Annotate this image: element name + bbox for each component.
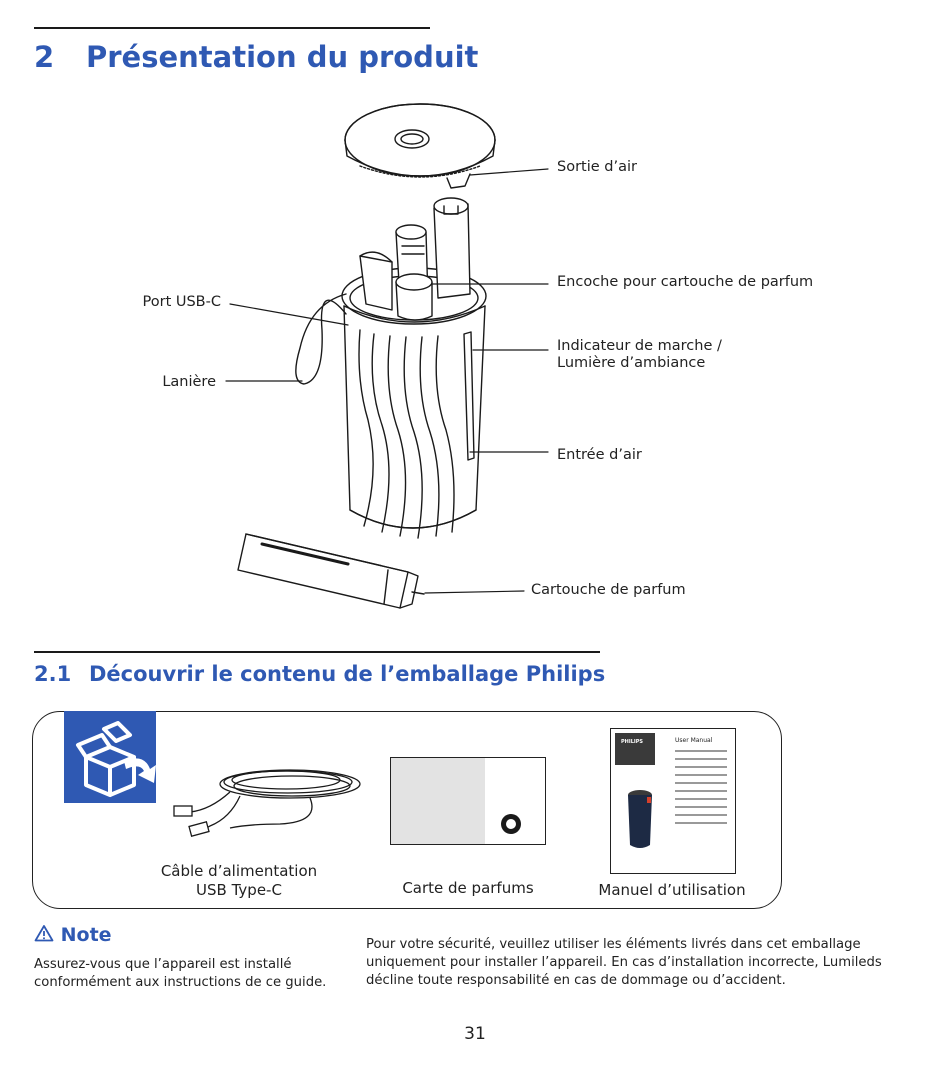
cable-caption-line1: Câble d’alimentation xyxy=(160,862,318,880)
note-left-text: Assurez-vous que l’appareil est installé conformément aux instructions de ce guide. xyxy=(34,957,327,990)
note-heading xyxy=(34,924,112,946)
warning-triangle-icon xyxy=(34,924,54,942)
usb-cable-illustration xyxy=(170,762,370,842)
callout-indicator-line2: Lumière d’ambiance xyxy=(557,355,706,371)
user-manual-illustration xyxy=(610,728,736,874)
card-logo-icon xyxy=(499,812,523,836)
perfume-cartridge xyxy=(238,534,424,608)
subsection-number: 2.1 xyxy=(34,662,72,686)
manual-title: User Manual xyxy=(675,737,713,744)
callout-air-inlet: Entrée d’air xyxy=(557,447,642,463)
card-caption: Carte de parfums xyxy=(402,879,534,897)
subsection-heading xyxy=(34,662,605,686)
manual-caption: Manuel d’utilisation xyxy=(598,881,746,899)
section-number: 2 xyxy=(34,40,55,74)
callout-cartridge-slot: Encoche pour cartouche de parfum xyxy=(557,274,814,290)
callout-air-outlet: Sortie d’air xyxy=(557,159,637,175)
manual-brand-block xyxy=(615,733,655,765)
manual-brand: PHILIPS xyxy=(621,739,644,745)
subsection-rule xyxy=(34,651,600,653)
perfume-card-illustration xyxy=(390,757,546,845)
callout-strap: Lanière xyxy=(162,374,216,390)
cable-caption xyxy=(130,862,348,900)
subsection-title: Découvrir le contenu de l’emballage Philips xyxy=(89,662,606,686)
note-right-text: Pour votre sécurité, veuillez utiliser les éléments livrés dans cet emballage uniquement pour installer l’appareil. En cas d’installation incorrecte, Lumileds décline toute responsabilité en cas de dommage ou d’accident. xyxy=(366,937,882,988)
cable-caption-line2: USB Type-C xyxy=(196,881,282,899)
callout-indicator xyxy=(557,338,722,372)
section-title: Présentation du produit xyxy=(86,40,479,74)
open-box-icon xyxy=(64,711,156,803)
card-shaded-panel xyxy=(391,758,485,844)
callout-indicator-line1: Indicateur de marche / xyxy=(557,338,722,354)
page-number: 31 xyxy=(464,1024,486,1044)
callout-cartridge: Cartouche de parfum xyxy=(531,582,686,598)
callout-usb-port: Port USB-C xyxy=(142,294,221,310)
manual-text-lines xyxy=(675,749,731,849)
note-title: Note xyxy=(60,924,112,946)
manual-product-image xyxy=(625,787,655,853)
